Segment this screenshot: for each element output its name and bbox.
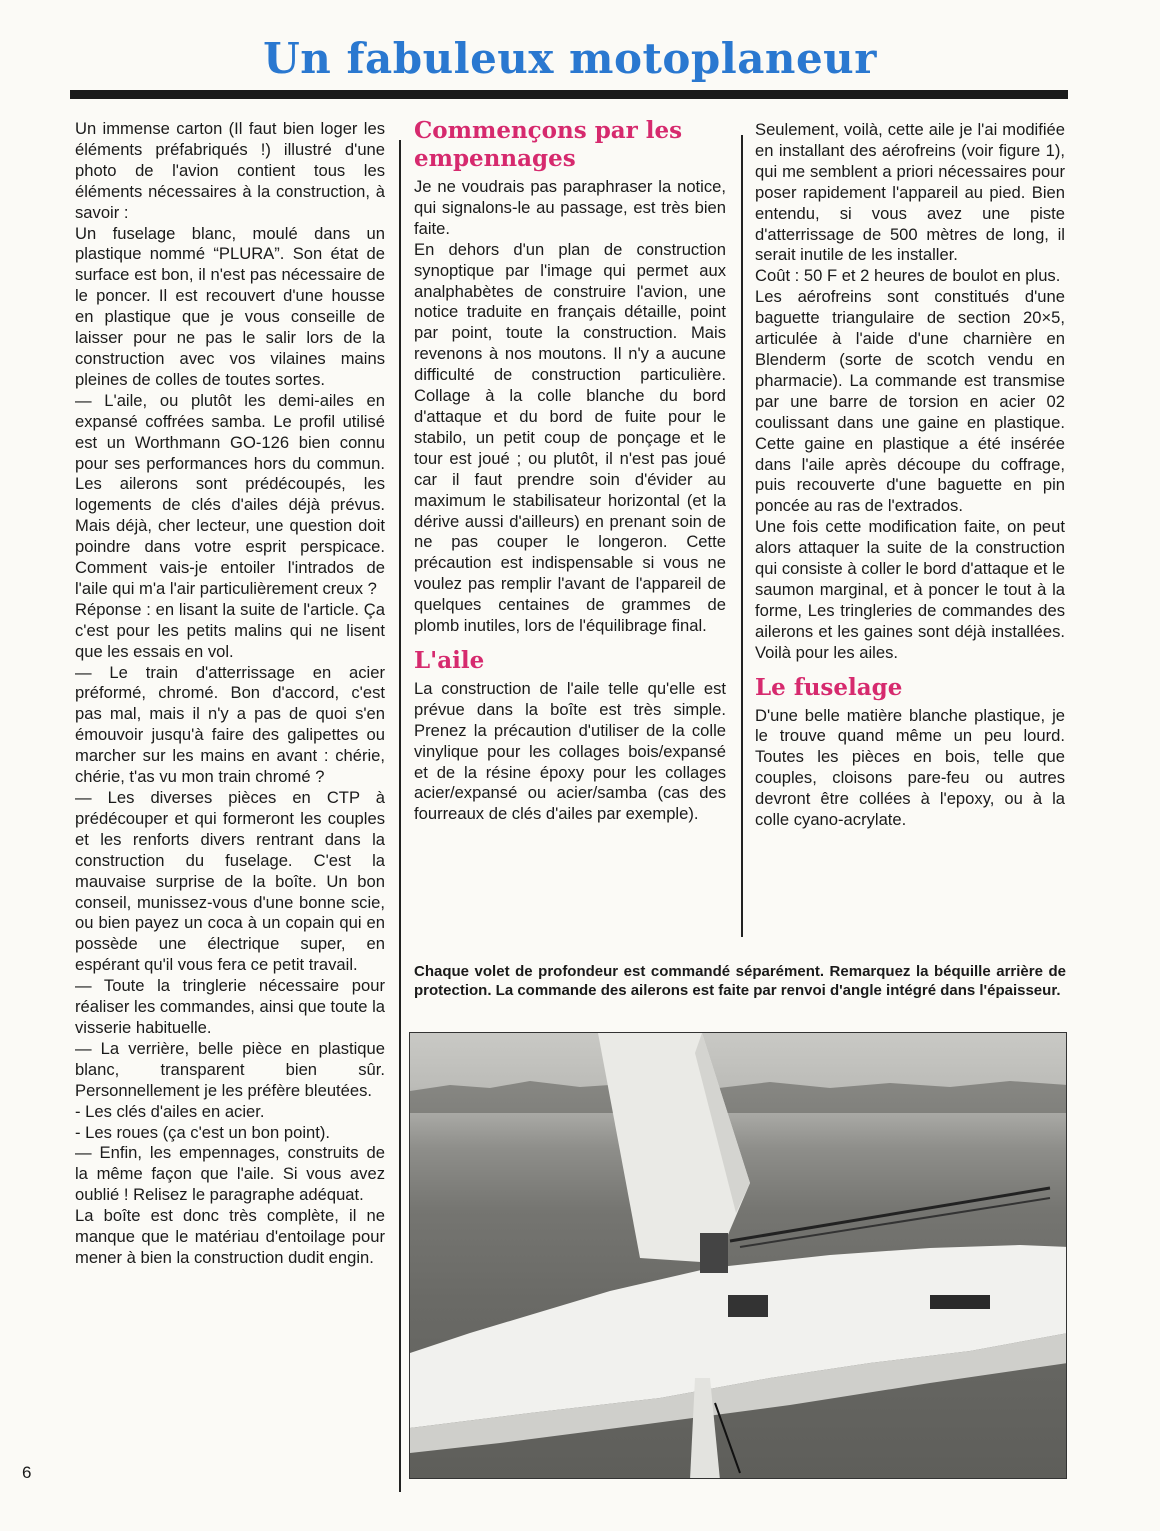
photo-caption: Chaque volet de profondeur est commandé séparément. Remarquez la béquille arrière de protection. La commande des ailerons est faite par renvoi d'angle intégré dans l'épaisseur. [414,963,1066,999]
page-number: 6 [22,1463,32,1482]
column-1 [75,119,385,1269]
paragraph: - Les clés d'ailes en acier. [75,1101,265,1121]
page-title: Un fabuleux motoplaneur [263,34,877,83]
paragraph: — La verrière, belle pièce en plastique blanc, transparent bien sûr. Personnellement je les préfère bleutées. [75,1038,385,1100]
paragraph: — L'aile, ou plutôt les demi-ailes en expansé coffrées samba. Le profil utilisé est un Worthmann GO-126 bien connu pour ses performances hors du commun. Les ailerons sont prédécoupés, les logements de clés d'ailes déjà prévus. Mais déjà, cher lecteur, une question doit poindre dans votre esprit perspicace. Comment vais-je entoiler l'intrados de l'aile qui m'a l'air particulièrement creux ? [75,390,385,598]
section-heading-aile: L'aile [414,646,485,674]
paragraph: Les aérofreins sont constitués d'une baguette triangulaire de section 20×5, articulée à l'aide d'une charnière en Blenderm (sorte de scotch vendu en pharmacie). La commande est transmise par une barre de torsion en acier 02 coulissant dans une gaine en plastique. Cette gaine en plastique a été insérée dans l'aile après découpe du coffrage, puis recouverte d'une baguette en pin poncée au ras de l'extrados. [755,287,1065,516]
paragraph: Réponse : en lisant la suite de l'article. Ça c'est pour les petits malins qui ne lisent que les essais en vol. [75,599,385,661]
paragraph: — Les diverses pièces en CTP à prédécouper et qui formeront les couples et les renforts divers rentrant dans la construction du fuselage. C'est la mauvaise surprise de la boîte. Un bon conseil, munissez-vous d'une bonne scie, ou bien payez un coca à un copain qui en possède une électrique super, en espérant qu'il vous fera ce petit travail. [75,788,385,975]
title-rule [70,90,1068,99]
paragraph: Une fois cette modification faite, on peut alors attaquer la suite de la construction qui consiste à coller le bord d'attaque et le saumon marginal, et à poncer le tout à la forme, Les tringleries de commandes des ailerons et les gaines sont déjà installées. Voilà pour les ailes. [755,517,1065,662]
paragraph: — Toute la tringlerie nécessaire pour réaliser les commandes, ainsi que toute la visserie habituelle. [75,976,385,1037]
paragraph: Seulement, voilà, cette aile je l'ai modifiée en installant des aérofreins (voir figure 1), qui me semblent a priori nécessaires pour poser rapidement l'appareil au pied. Bien entendu, si vous avez une piste d'atterrissage de 500 mètres de long, il serait inutile de les installer. [755,120,1065,265]
tail-illustration [410,1033,1067,1479]
column-divider [399,140,401,1492]
paragraph: — Enfin, les empennages, construits de la même façon que l'aile. Si vous avez oublié ! Relisez le paragraphe adéquat. [75,1143,385,1205]
paragraph: Je ne voudrais pas paraphraser la notice, qui signalons-le au passage, est très bien faite. [414,177,726,238]
paragraph: Un immense carton (Il faut bien loger les éléments préfabriqués !) illustré d'une photo de l'avion contient tous les éléments nécessaires à la construction, à savoir : [75,119,385,222]
paragraph: - Les roues (ça c'est un bon point). [75,1122,330,1142]
column-2 [414,117,726,825]
section-heading-empennages: Commençons par les empennages [414,117,683,172]
column-3 [755,120,1065,831]
paragraph: Un fuselage blanc, moulé dans un plastique nommé “PLURA”. Son état de surface est bon, il n'est pas nécessaire de le poncer. Il est recouvert d'une housse en plastique que je vous conseille de laisser pour ne pas le salir lors de la construction avec vos vilaines mains pleines de colles de toutes sortes. [75,223,385,389]
paragraph: Coût : 50 F et 2 heures de boulot en plus. [755,266,1061,286]
paragraph: La construction de l'aile telle qu'elle est prévue dans la boîte est très simple. Prenez la précaution d'utiliser de la colle vinylique pour les collages bois/expansé et de la résine époxy pour les collages acier/expansé ou acier/samba (cas des fourreaux de clés d'ailes par exemple). [414,678,726,824]
paragraph: D'une belle matière blanche plastique, je le trouve quand même un peu lourd. Toutes les pièces en bois, telle que couples, cloisons pare-feu ou autres devront être collées à l'epoxy, ou à la colle cyano-acrylate. [755,705,1065,830]
tail-photo [409,1032,1067,1479]
section-heading-fuselage: Le fuselage [755,673,903,701]
paragraph: — Le train d'atterrissage en acier préformé, chromé. Bon d'accord, c'est pas mal, mais il n'y a pas de quoi s'en émouvoir jusqu'à faire des galipettes ou marcher sur les mains en avant : chérie, chérie, t'as vu mon train chromé ? [75,662,385,787]
paragraph: La boîte est donc très complète, il ne manque que le matériau d'entoilage pour mener à bien la construction dudit engin. [75,1206,385,1267]
paragraph: En dehors d'un plan de construction synoptique par l'image qui permet aux analphabètes de construire l'avion, une notice traduite en français détaille, point par point, toute la construction. Mais revenons à nos moutons. Il n'y a aucune difficulté de construction particulière. Collage à la colle blanche du bord d'attaque et du bord de fuite pour le stabilo, un petit coup de ponçage et le tour est joué ; ou plutôt, il n'est pas joué car il faut prendre soin d'évider au maximum le stabilisateur horizontal (et la dérive aussi d'ailleurs) en prenant soin de ne pas couper le longeron. Cette précaution est indispensable si vous ne voulez pas remplir l'avant de l'appareil de quelques centaines de grammes de plomb inutiles, lors de l'équilibrage final. [414,239,726,636]
column-divider [741,135,743,937]
